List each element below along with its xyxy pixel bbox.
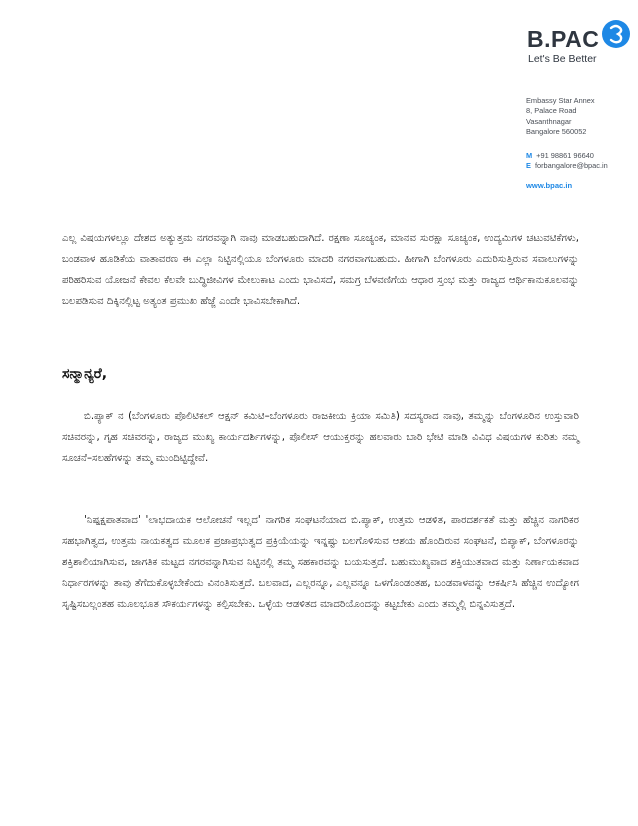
phone-number: +91 98861 96640 [536,151,594,160]
email-row [526,161,638,171]
email-address[interactable]: forbangalore@bpac.in [534,161,608,171]
intro-paragraph: ಎಲ್ಲ ವಿಷಯಗಳಲ್ಲೂ ದೇಶದ ಅತ್ಯುತ್ತಮ ನಗರವನ್ನಾಗಿ ನಾವು ಮಾಡಬಹುದಾಗಿದೆ. ರಕ್ಷಣಾ ಸೂಚ್ಯಂಕ, ಮಾನವ ಸುರಕ್ಷಾ ಸೂಚ್ಯಂಕ, ಉದ್ಯಮಿಗಳ ಚಟುವಟಿಕೆಗಳು, ಬಂಡವಾಳ ಹೂಡಿಕೆಯ ವಾತಾವರಣ ಈ ಎಲ್ಲಾ ನಿಟ್ಟಿನಲ್ಲಿಯೂ ಬೆಂಗಳೂರು ಮಾದರಿ ನಗರವಾಗಬಹುದು. ಹೀಗಾಗಿ ಬೆಂಗಳೂರು ಎದುರಿಸುತ್ತಿರುವ ಸವಾಲುಗಳನ್ನು ಪರಿಹರಿಸುವ ಯೋಜನೆ ಕೇವಲ ಕೆಲವೇ ಬುದ್ಧಿಜೀವಿಗಳ ಮೇಲುಕಾಟ ಎಂದು ಭಾವಿಸದೆ, ಸಮಗ್ರ ಬೆಳವಣಿಗೆಯ ಆಧಾರ ಸ್ತಂಭ ಮತ್ತು ರಾಜ್ಯದ ಆರ್ಥಿಕಾನುಕೂಲವನ್ನು ಬಲಪಡಿಸುವ ದಿಕ್ಕಿನಲ್ಲಿಟ್ಟ ಅತ್ಯಂತ ಪ್ರಮುಖ ಹೆಜ್ಜೆ ಎಂದೇ ಭಾವಿಸಬೇಕಾಗಿದೆ. [62,233,579,307]
address-line: Embassy Star Annex [526,96,595,105]
address-line: 8, Palace Road [526,106,577,116]
address-block [526,96,638,137]
website-link[interactable]: www.bpac.in [526,181,573,190]
email-label: E [526,161,531,171]
brand-tagline: Let's Be Better [528,53,597,65]
brand-name: B.PAC [527,26,600,52]
bpac-logo-icon [601,19,631,49]
second-paragraph: ಬಿ.ಪ್ಯಾಕ್ ನ (ಬೆಂಗಳೂರು ಪೊಲಿಟಿಕಲ್ ಆಕ್ಷನ್ ಕಮಿಟಿ–ಬೆಂಗಳೂರು ರಾಜಕೀಯ ಕ್ರಿಯಾ ಸಮಿತಿ) ಸದಸ್ಯರಾದ ನಾವು, ತಮ್ಮನ್ನು ಬೆಂಗಳೂರಿನ ಉಸ್ತುವಾರಿ ಸಚಿವರನ್ನು, ಗೃಹ ಸಚಿವರನ್ನು, ರಾಜ್ಯದ ಮುಖ್ಯ ಕಾರ್ಯದರ್ಶಿಗಳನ್ನು, ಪೊಲೀಸ್ ಆಯುಕ್ತರನ್ನು ಹಲವಾರು ಬಾರಿ ಭೇಟಿ ಮಾಡಿ ವಿವಿಧ ವಿಷಯಗಳ ಕುರಿತು ನಮ್ಮ ಸೂಚನೆ–ಸಲಹೆಗಳನ್ನು ತಮ್ಮ ಮುಂದಿಟ್ಟಿದ್ದೇವೆ. [62,411,579,464]
salutation: ಸನ್ಮಾನ್ಯರೆ, [62,366,108,382]
contact-block [526,151,638,172]
brand-header [525,19,630,69]
address-line: Bangalore 560052 [526,126,587,136]
phone-row [526,151,638,161]
address-line: Vasanthnagar [526,116,572,126]
third-paragraph: 'ನಿಷ್ಪಕ್ಷಪಾತವಾದ' 'ಲಾಭದಾಯಕ ಆಲೋಚನೆ ಇಲ್ಲದ' ನಾಗರಿಕ ಸಂಘಟನೆಯಾದ ಬಿ.ಪ್ಯಾಕ್, ಉತ್ತಮ ಆಡಳಿತ, ಪಾರದರ್ಶಕತೆ ಮತ್ತು ಹೆಚ್ಚಿನ ನಾಗರಿಕರ ಸಹಭಾಗಿತ್ವದ, ಉತ್ತಮ ನಾಯಕತ್ವದ ಮೂಲಕ ಪ್ರಜಾಪ್ರಭುತ್ವದ ಪ್ರಕ್ರಿಯೆಯನ್ನು ಇನ್ನಷ್ಟು ಬಲಗೊಳಿಸುವ ಆಶಯ ಹೊಂದಿರುವ ಸಂಘಟನೆ, ಬಿಪ್ಯಾಕ್, ಬೆಂಗಳೂರನ್ನು ಶಕ್ತಿಶಾಲಿಯಾಗಿಸುವ, ಜಾಗತಿಕ ಮಟ್ಟದ ನಗರವನ್ನಾಗಿಸುವ ನಿಟ್ಟಿನಲ್ಲಿ ತಮ್ಮ ಸಹಕಾರವನ್ನು ಬಯಸುತ್ತದೆ. ಬಹುಮುಖ್ಯವಾದ ಶಕ್ತಿಯುತವಾದ ಮತ್ತು ನಿರ್ಣಾಯಕವಾದ ನಿರ್ಧಾರಗಳನ್ನು ತಾವು ತೆಗೆದುಕೊಳ್ಳಬೇಕೆಂದು ವಿನಂತಿಸುತ್ತದೆ. ಬಲವಾದ, ಎಲ್ಲರನ್ನೂ, ಎಲ್ಲವನ್ನೂ ಒಳಗೊಂಡಂತಹ, ಬಂಡವಾಳವನ್ನು ಆಕರ್ಷಿಸಿ ಹೆಚ್ಚಿನ ಉದ್ಯೋಗ ಸೃಷ್ಟಿಸಬಲ್ಲಂತಹ ಮೂಲಭೂತ ಸೌಕರ್ಯಗಳನ್ನು ಕಲ್ಪಿಸಬೇಕು. ಒಳ್ಳೆಯ ಆಡಳಿತದ ಮಾದರಿಯೊಂದನ್ನು ಕಟ್ಟಬೇಕು ಎಂದು ತಮ್ಮಲ್ಲಿ ಬಿನ್ನವಿಸುತ್ತದೆ. [62,515,579,610]
phone-label: M [526,151,533,160]
